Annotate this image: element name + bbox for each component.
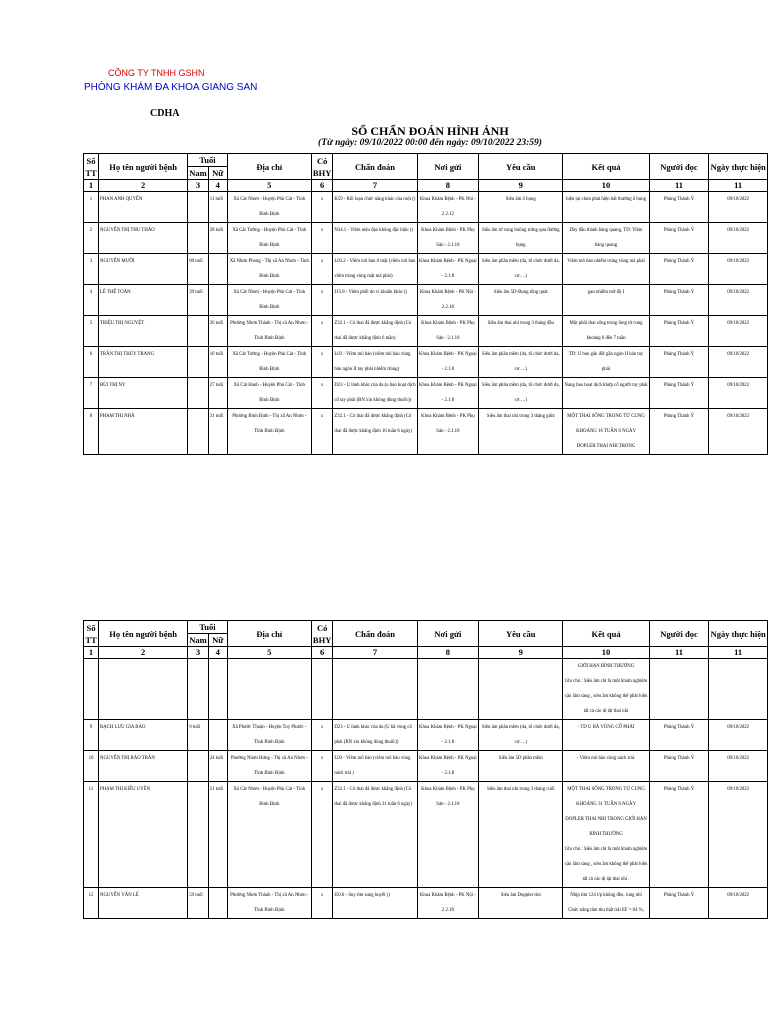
cell-request: Siêu âm thai nhi trong 3 tháng đầu — [479, 316, 563, 347]
cell-age-male: 9 tuổi — [188, 720, 208, 751]
cell-name: BẠCH LƯU GIA BẢO — [98, 720, 187, 751]
cell-result: - Viêm mô bào vùng nách trái. — [563, 751, 649, 782]
table-row — [84, 285, 768, 316]
col-header-age: Tuổi — [188, 154, 227, 167]
column-number: 1 — [84, 647, 99, 659]
cell-insurance: x — [311, 378, 332, 409]
column-number-row — [84, 647, 768, 659]
document-title: SỔ CHẨN ĐOÁN HÌNH ẢNH — [351, 124, 509, 138]
col-header-request: Yêu cầu — [479, 621, 563, 647]
col-header-male: Nam — [189, 168, 207, 178]
col-header-date: Ngày thực hiện — [709, 154, 768, 180]
column-number: 8 — [417, 647, 478, 659]
cell-address: Phường Nhơn Thành - Thị xã An Nhơn - Tỉnh Bình Định — [227, 316, 311, 347]
cell-request: Siêu âm phần mềm (da, tổ chức dưới da, cơ….) — [479, 378, 563, 409]
cell-stt — [84, 659, 99, 720]
col-header-date: Ngày thực hiện — [709, 621, 768, 647]
cell-stt: 11 — [84, 782, 99, 888]
col-header-reader: Người đọc — [649, 154, 709, 180]
cell-diagnosis: J15.8 - Viêm phổi do vi khuẩn khác () — [333, 285, 417, 316]
cell-address: Xã Cát Tường - Huyện Phù Cát - Tỉnh Bình Định — [227, 223, 311, 254]
column-number: 11 — [649, 647, 709, 659]
cell-result: Nang bao hoạt dịch khớp cổ người tay phải — [563, 378, 649, 409]
cell-sender: Khoa Khám Bệnh - PK Ngoại - 2.1.8 — [417, 378, 478, 409]
cell-diagnosis: Z32.1 - Có thai đã được khẳng định (Có thai đã được khẳng định 6 tuần) — [333, 316, 417, 347]
col-header-insurance: Có BHY — [312, 622, 332, 645]
column-number: 2 — [98, 647, 187, 659]
cell-address: Xã Cát Nhơn - Huyện Phù Cát - Tỉnh Bình Định — [227, 782, 311, 888]
cell-date: 09/10/2022 — [709, 192, 768, 223]
column-number: 11 — [709, 180, 768, 192]
cell-name — [98, 659, 187, 720]
cell-age-male — [188, 659, 208, 720]
cell-request: Siêu âm phần mềm (da, tổ chức dưới da, cơ….) — [479, 254, 563, 285]
cell-name: TRIỆU THỊ NGUYỆT — [98, 316, 187, 347]
column-number: 3 — [188, 647, 208, 659]
column-number: 9 — [479, 180, 563, 192]
column-number: 5 — [227, 647, 311, 659]
clinic-name: PHÒNG KHÁM ĐA KHOA GIANG SAN — [84, 82, 258, 93]
cell-name: NGUYỄN THỊ THU THẢO — [98, 223, 187, 254]
col-header-stt: Số TT — [85, 622, 97, 645]
cell-address: Xã Cát Nhơn - Huyện Phù Cát - Tỉnh Bình Định — [227, 285, 311, 316]
cell-address: Phường Nhơn Hưng - Thị xã An Nhơn - Tỉnh Bình Định — [227, 751, 311, 782]
cell-request: Siêu âm thai nhi trong 3 tháng cuối — [479, 782, 563, 888]
cell-age-male: 39 tuổi — [188, 285, 208, 316]
col-header-address: Địa chỉ — [227, 154, 311, 180]
column-number: 2 — [98, 180, 187, 192]
table-row — [84, 782, 768, 888]
cell-age-female: 28 tuổi — [208, 223, 227, 254]
table-row — [84, 192, 768, 223]
col-header-name: Họ tên người bệnh — [98, 154, 187, 180]
col-header-male: Nam — [189, 635, 207, 645]
table-row — [84, 888, 768, 919]
cell-sender: Khoa Khám Bệnh - PK Phụ Sản - 2.1.18 — [417, 223, 478, 254]
cell-age-female — [208, 720, 227, 751]
cell-address: Xã Nhơn Phong - Thị xã An Nhơn - Tỉnh Bình Định — [227, 254, 311, 285]
cell-reader: Phùng Thành Ý — [649, 409, 709, 455]
cell-name: PHẠM THỊ KIỀU UYÊN — [98, 782, 187, 888]
cell-result: Dày đầu thành bàng quang, TD: Viêm bàng quang — [563, 223, 649, 254]
cell-reader: Phùng Thành Ý — [649, 888, 709, 919]
cell-name: NGUYỄN MƯỜI — [98, 254, 187, 285]
cell-request — [479, 659, 563, 720]
cell-age-female: 11 tuổi — [208, 192, 227, 223]
cell-reader: Phùng Thành Ý — [649, 720, 709, 751]
cell-result: TD: U bao gân đốt gần ngón II bàn tay phải — [563, 347, 649, 378]
cell-result: MỘT THAI SỐNG TRONG TỬ CUNG KHOẢNG 31 TUẦN 6 NGÀY DOPLER THAI NHI TRONG GIỚI HẠN BÌNH THƯỜNG Ghi chú : Siêu âm chỉ là một khám nghiệm cận lâm sàng , siêu âm không thể phát hiện tất cả các dị tật thai nhi . — [563, 782, 649, 888]
col-header-request: Yêu cầu — [479, 154, 563, 180]
cell-age-female — [208, 888, 227, 919]
cell-diagnosis: Z32.1 - Có thai đã được khẳng định (Có thai đã được khẳng định 16 tuần 6 ngày) — [333, 409, 417, 455]
cell-age-female: 27 tuổi — [208, 378, 227, 409]
imaging-register-table-1 — [83, 153, 768, 455]
cell-insurance: x — [311, 192, 332, 223]
cell-sender: Khoa Khám Bệnh - PK Ngoại - 2.1.8 — [417, 720, 478, 751]
cell-reader — [649, 659, 709, 720]
cell-sender: Khoa Khám Bệnh - PK Ngoại - 2.1.8 — [417, 254, 478, 285]
cell-reader: Phùng Thành Ý — [649, 316, 709, 347]
cell-reader: Phùng Thành Ý — [649, 192, 709, 223]
cell-age-female: 26 tuổi — [208, 316, 227, 347]
cell-age-male — [188, 192, 208, 223]
cell-request: Siêu âm 5D phần mềm — [479, 751, 563, 782]
table-row — [84, 659, 768, 720]
company-name: CÔNG TY TNHH GSHN — [108, 68, 205, 78]
table-row — [84, 409, 768, 455]
col-header-female: Nữ — [208, 167, 227, 180]
cell-request: Siêu âm tử cung buồng trứng qua đường bụng — [479, 223, 563, 254]
col-header-name: Họ tên người bệnh — [98, 621, 187, 647]
cell-insurance: x — [311, 888, 332, 919]
cell-reader: Phùng Thành Ý — [649, 347, 709, 378]
cell-request: Siêu âm Doppler tim — [479, 888, 563, 919]
cell-address: Xã Cát Nhơn - Huyện Phù Cát - Tỉnh Bình Định — [227, 192, 311, 223]
cell-sender: Khoa Khám Bệnh - PK Phụ Sản - 2.1.18 — [417, 782, 478, 888]
cell-stt: 8 — [84, 409, 99, 455]
column-number: 4 — [208, 180, 227, 192]
col-header-sender: Nơi gửi — [417, 621, 478, 647]
cell-sender — [417, 659, 478, 720]
cell-date: 09/10/2022 — [709, 720, 768, 751]
cell-sender: Khoa Khám Bệnh - PK Phụ Sản - 2.1.18 — [417, 409, 478, 455]
col-header-female: Nữ — [208, 634, 227, 647]
cell-request: Siêu âm 5D-Bụng tổng quát — [479, 285, 563, 316]
column-number-row — [84, 180, 768, 192]
cell-result: Viêm mô bào nhiễm trùng vùng má phải — [563, 254, 649, 285]
column-number: 8 — [417, 180, 478, 192]
col-header-age: Tuổi — [188, 621, 227, 634]
table-row — [84, 720, 768, 751]
column-number: 10 — [563, 647, 649, 659]
cell-date: 09/10/2022 — [709, 347, 768, 378]
cell-age-male — [188, 316, 208, 347]
column-number: 1 — [84, 180, 99, 192]
table-row — [84, 751, 768, 782]
cell-date: 09/10/2022 — [709, 223, 768, 254]
cell-address: Xã Phước Thuận - Huyện Tuy Phước - Tỉnh Bình Định — [227, 720, 311, 751]
cell-result: gan nhiễm mỡ độ I — [563, 285, 649, 316]
col-header-diagnosis: Chẩn đoán — [333, 621, 417, 647]
cell-name: TRẦN THỊ THÚY TRANG — [98, 347, 187, 378]
cell-age-male — [188, 782, 208, 888]
cell-reader: Phùng Thành Ý — [649, 254, 709, 285]
cell-age-female — [208, 285, 227, 316]
cell-insurance: x — [311, 782, 332, 888]
cell-stt: 1 — [84, 192, 99, 223]
column-number: 6 — [311, 647, 332, 659]
cell-sender: Khoa Khám Bệnh - PK Phụ Sản - 2.1.18 — [417, 316, 478, 347]
cell-insurance: x — [311, 409, 332, 455]
cell-stt: 3 — [84, 254, 99, 285]
cell-age-female: 21 tuổi — [208, 782, 227, 888]
cell-date: 09/10/2022 — [709, 782, 768, 888]
cell-diagnosis: D23 - U lành khác của da (U bã vùng cổ phải (BN xin không dùng thuốc)) — [333, 720, 417, 751]
column-number: 7 — [333, 180, 417, 192]
cell-sender: Khoa Khám Bệnh - PK Ngoại - 2.1.8 — [417, 347, 478, 378]
cell-age-female — [208, 254, 227, 285]
cell-result: GIỚI HẠN BÌNH THƯỜNG Ghi chú : Siêu âm chỉ là một khám nghiệm cận lâm sàng , siêu âm không thể phát hiện tất cả các dị tật thai nhi — [563, 659, 649, 720]
column-number: 3 — [188, 180, 208, 192]
cell-stt: 2 — [84, 223, 99, 254]
column-number: 9 — [479, 647, 563, 659]
col-header-result: Kết quả — [563, 621, 649, 647]
cell-stt: 5 — [84, 316, 99, 347]
cell-sender: Khoa Khám Bệnh - PK Ngoại - 2.1.8 — [417, 751, 478, 782]
cell-diagnosis: D23 - U lành khác của da (u bao hoạt dịch cổ tay phải (BN xin không dùng thuốc)) — [333, 378, 417, 409]
cell-age-male — [188, 409, 208, 455]
cell-name: NGUYỄN VĂN LÊ — [98, 888, 187, 919]
col-header-sender: Nơi gửi — [417, 154, 478, 180]
table-row — [84, 223, 768, 254]
cell-name: LÊ THẾ TOÀN — [98, 285, 187, 316]
column-number: 4 — [208, 647, 227, 659]
column-number: 10 — [563, 180, 649, 192]
cell-name: PHẠM THỊ NHÃ — [98, 409, 187, 455]
col-header-diagnosis: Chẩn đoán — [333, 154, 417, 180]
cell-diagnosis: L03.2 - Viêm mô bào ở mặt (viêm mô bào viêm trùng vùng mặt má phải) — [333, 254, 417, 285]
cell-sender: Khoa Khám Bệnh - PK Nội - 2.2.18 — [417, 888, 478, 919]
cell-diagnosis: N34.1 - Viêm niệu đạo không đặc hiệu () — [333, 223, 417, 254]
cell-request: Siêu âm phần mềm (da, tổ chức dưới da, cơ….) — [479, 720, 563, 751]
cell-insurance: x — [311, 223, 332, 254]
cell-stt: 12 — [84, 888, 99, 919]
table-row — [84, 347, 768, 378]
cell-insurance: x — [311, 751, 332, 782]
cell-diagnosis: L03 - Viêm mô bào (viêm mô bào vùng bàn ngón II tay phải nhiễm trùng) — [333, 347, 417, 378]
cell-reader: Phùng Thành Ý — [649, 285, 709, 316]
cell-address: Phường Nhơn Thành - Thị xã An Nhơn - Tỉnh Bình Định — [227, 888, 311, 919]
cell-result: Một phôi thai sống trong lòng tử cung khoảng 6 đến 7 tuần — [563, 316, 649, 347]
cell-reader: Phùng Thành Ý — [649, 223, 709, 254]
col-header-insurance: Có BHY — [312, 155, 332, 178]
cell-request: Siêu âm phần mềm (da, tổ chức dưới da, cơ….) — [479, 347, 563, 378]
cell-diagnosis: Z32.1 - Có thai đã được khẳng định (Có thai đã được khẳng định 31 tuần 6 ngày) — [333, 782, 417, 888]
cell-age-male — [188, 751, 208, 782]
cell-name: BÙI THỊ NY — [98, 378, 187, 409]
cell-insurance — [311, 659, 332, 720]
cell-diagnosis — [333, 659, 417, 720]
cell-address: Phường Bình Định - Thị xã An Nhơn - Tỉnh Bình Định — [227, 409, 311, 455]
column-number: 11 — [649, 180, 709, 192]
cell-insurance: x — [311, 316, 332, 347]
column-number: 11 — [709, 647, 768, 659]
cell-age-female — [208, 659, 227, 720]
cell-diagnosis: K59 - Rối loạn chức năng khác của ruột () — [333, 192, 417, 223]
cell-address — [227, 659, 311, 720]
cell-stt: 6 — [84, 347, 99, 378]
col-header-address: Địa chỉ — [227, 621, 311, 647]
cell-reader: Phùng Thành Ý — [649, 782, 709, 888]
cell-insurance: x — [311, 254, 332, 285]
cell-stt: 7 — [84, 378, 99, 409]
date-range: (Từ ngày: 09/10/2022 00:00 đến ngày: 09/10/2022 23:59) — [318, 138, 542, 148]
cell-age-female: 24 tuổi — [208, 751, 227, 782]
cell-diagnosis: L03 - Viêm mô bào (viêm mô bào vùng nách trái ) — [333, 751, 417, 782]
cell-date — [709, 659, 768, 720]
cell-age-male — [188, 223, 208, 254]
cell-name: PHAN ANH QUYỀN — [98, 192, 187, 223]
cell-age-female: 16 tuổi — [208, 347, 227, 378]
cell-age-male — [188, 347, 208, 378]
cell-stt: 10 — [84, 751, 99, 782]
cell-result: hiện tại chưa phát hiện bất thường ổ bụng — [563, 192, 649, 223]
table-row — [84, 316, 768, 347]
cell-result: MỘT THAI SỐNG TRONG TỬ CUNG KHOẢNG 16 TUẦN 6 NGÀY DOPLER THAI NHI TRONG — [563, 409, 649, 455]
col-header-stt: Số TT — [85, 155, 97, 178]
cell-reader: Phùng Thành Ý — [649, 751, 709, 782]
cell-date: 09/10/2022 — [709, 285, 768, 316]
table-row — [84, 254, 768, 285]
col-header-result: Kết quả — [563, 154, 649, 180]
cell-diagnosis: I50.0 - Suy tim sung huyết () — [333, 888, 417, 919]
cell-request: Siêu âm thai nhi trong 3 tháng giữa — [479, 409, 563, 455]
cell-date: 09/10/2022 — [709, 409, 768, 455]
imaging-register-table-2 — [83, 620, 768, 919]
cell-insurance: x — [311, 720, 332, 751]
cell-address: Xã Cát Hanh - Huyện Phù Cát - Tỉnh Bình Định — [227, 378, 311, 409]
department-code: CDHA — [150, 108, 180, 119]
cell-reader: Phùng Thành Ý — [649, 378, 709, 409]
cell-name: NGUYỄN THỊ BẢO TRÂN — [98, 751, 187, 782]
cell-date: 09/10/2022 — [709, 751, 768, 782]
cell-age-female: 31 tuổi — [208, 409, 227, 455]
cell-age-male — [188, 378, 208, 409]
cell-result: - TD U BÃ VÙNG CỔ PHẢI — [563, 720, 649, 751]
cell-date: 09/10/2022 — [709, 888, 768, 919]
table-row — [84, 378, 768, 409]
cell-date: 09/10/2022 — [709, 378, 768, 409]
cell-insurance: x — [311, 285, 332, 316]
cell-stt: 9 — [84, 720, 99, 751]
cell-date: 09/10/2022 — [709, 254, 768, 285]
col-header-reader: Người đọc — [649, 621, 709, 647]
column-number: 6 — [311, 180, 332, 192]
cell-insurance: x — [311, 347, 332, 378]
cell-sender: Khoa Khám Bệnh - PK Nội - 2.2.18 — [417, 285, 478, 316]
cell-address: Xã Cát Tường - Huyện Phù Cát - Tỉnh Bình Định — [227, 347, 311, 378]
cell-request: Siêu âm ổ bụng — [479, 192, 563, 223]
column-number: 5 — [227, 180, 311, 192]
cell-sender: Khoa Khám Bệnh - PK Nhi - 2.2.12 — [417, 192, 478, 223]
cell-result: Nhịp tim 124 l/p không đều, rung nhĩ Chức năng tâm thu thất trái EF = 64 %, — [563, 888, 649, 919]
cell-stt: 4 — [84, 285, 99, 316]
cell-age-male: 59 tuổi — [188, 888, 208, 919]
cell-age-male: 60 tuổi — [188, 254, 208, 285]
column-number: 7 — [333, 647, 417, 659]
cell-date: 09/10/2022 — [709, 316, 768, 347]
